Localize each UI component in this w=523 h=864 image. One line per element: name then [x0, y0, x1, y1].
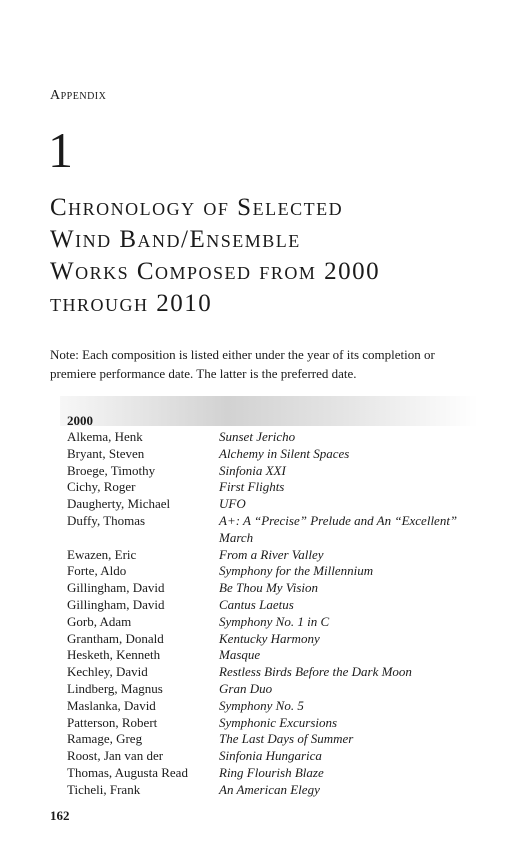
work-title: From a River Valley [219, 546, 324, 562]
composition-list [67, 429, 487, 799]
title-line: Wind Band/Ensemble [50, 226, 301, 253]
work-title: An American Elegy [219, 781, 320, 797]
composer-name: Kechley, David [67, 664, 148, 680]
list-item [67, 715, 487, 732]
composer-name: Ramage, Greg [67, 731, 143, 747]
work-title: Sinfonia Hungarica [219, 748, 322, 764]
composer-name: Ewazen, Eric [67, 546, 137, 562]
work-title: Sinfonia XXI [219, 462, 286, 478]
list-item [67, 479, 487, 496]
work-title: Kentucky Harmony [219, 630, 320, 646]
list-item [67, 664, 487, 681]
work-title: Cantus Laetus [219, 596, 294, 612]
work-title: The Last Days of Summer [219, 731, 354, 747]
appendix-number: 1 [48, 122, 73, 178]
composer-name: Grantham, Donald [67, 630, 164, 646]
composer-name: Thomas, Augusta Read [67, 764, 188, 780]
note-paragraph: Note: Each composition is listed either under the year of its completion or premiere performance date. The latter is the preferred date. [50, 347, 435, 381]
list-item [67, 496, 487, 513]
list-item [67, 765, 487, 782]
list-item [67, 631, 487, 648]
title-line: Chronology of Selected [50, 194, 344, 221]
composer-name: Gillingham, David [67, 580, 165, 596]
composer-name: Cichy, Roger [67, 479, 136, 495]
list-item [67, 429, 487, 446]
composer-name: Maslanka, David [67, 697, 156, 713]
appendix-label: Appendix [50, 88, 107, 103]
composer-name: Broege, Timothy [67, 462, 156, 478]
composer-name: Hesketh, Kenneth [67, 647, 161, 663]
composer-name: Patterson, Robert [67, 714, 158, 730]
title-line: through 2010 [50, 290, 213, 317]
composer-name: Duffy, Thomas [67, 512, 146, 528]
composer-name: Roost, Jan van der [67, 748, 164, 764]
work-title: First Flights [219, 479, 285, 495]
composer-name: Ticheli, Frank [67, 781, 141, 797]
year-header-bar [60, 396, 478, 426]
list-item [67, 513, 487, 547]
composer-name: Alkema, Henk [67, 429, 143, 444]
list-item [67, 463, 487, 480]
work-title: Sunset Jericho [219, 429, 296, 444]
work-title: Gran Duo [219, 680, 273, 696]
list-item [67, 597, 487, 614]
list-item [67, 731, 487, 748]
work-title: UFO [219, 496, 246, 512]
composer-name: Bryant, Steven [67, 445, 145, 461]
list-item [67, 563, 487, 580]
composer-name: Daugherty, Michael [67, 496, 171, 512]
work-title: Restless Birds Before the Dark Moon [219, 664, 412, 680]
list-item [67, 446, 487, 463]
composer-name: Gillingham, David [67, 596, 165, 612]
composer-name: Forte, Aldo [67, 563, 127, 579]
list-item [67, 681, 487, 698]
work-title: Ring Flourish Blaze [219, 764, 324, 780]
work-title: Alchemy in Silent Spaces [219, 445, 350, 461]
list-item [67, 580, 487, 597]
chapter-title [50, 192, 490, 320]
list-item [67, 698, 487, 715]
work-title: Symphony for the Millennium [219, 563, 374, 579]
work-title: Symphony No. 5 [219, 697, 304, 713]
list-item [67, 647, 487, 664]
title-line: Works Composed from 2000 [50, 258, 381, 285]
work-title: Masque [219, 647, 261, 663]
composer-name: Lindberg, Magnus [67, 680, 163, 696]
work-title: Symphonic Excursions [219, 714, 338, 730]
list-item [67, 614, 487, 631]
list-item [67, 748, 487, 765]
page-number: 162 [50, 808, 70, 823]
list-item [67, 547, 487, 564]
work-title: Be Thou My Vision [219, 580, 319, 596]
list-item [67, 782, 487, 799]
work-title: A+: A “Precise” Prelude and An “Excellent” March [219, 512, 458, 545]
year-heading: 2000 [67, 413, 93, 428]
composer-name: Gorb, Adam [67, 613, 132, 629]
work-title: Symphony No. 1 in C [219, 613, 330, 629]
